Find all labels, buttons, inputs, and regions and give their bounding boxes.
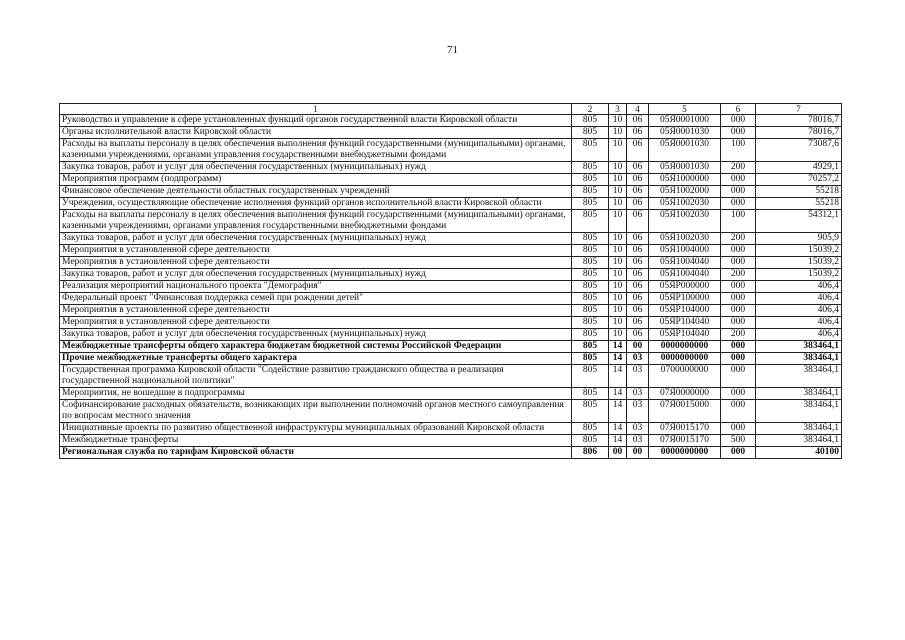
row-name-cell: Расходы на выплаты персоналу в целях обеспечения выполнения функций государственными (муниципальными) органами, казенными учреждениями, органами управления государственными внебюджетными фондами — [60, 210, 572, 233]
ministry-code-cell: 805 — [572, 186, 609, 198]
target-article-cell: 05Я0001030 — [649, 139, 721, 162]
table-row — [60, 257, 842, 269]
ministry-code-cell: 805 — [572, 115, 609, 127]
table-row — [60, 400, 842, 423]
row-name-cell: Мероприятия в установленной сфере деятельности — [60, 257, 572, 269]
expense-type-cell: 100 — [721, 139, 756, 162]
row-name-cell: Закупка товаров, работ и услуг для обеспечения государственных (муниципальных) нужд — [60, 329, 572, 341]
table-body — [60, 115, 842, 459]
amount-cell: 406,4 — [756, 305, 842, 317]
target-article-cell: 0000000000 — [649, 447, 721, 459]
header-row — [60, 104, 842, 115]
ministry-code-cell: 805 — [572, 388, 609, 400]
section-code-cell: 10 — [609, 269, 627, 281]
expense-type-cell: 000 — [721, 293, 756, 305]
section-code-cell: 10 — [609, 186, 627, 198]
row-name-cell: Органы исполнительной власти Кировской области — [60, 127, 572, 139]
amount-cell: 383464,1 — [756, 365, 842, 388]
header-cell: 2 — [572, 104, 609, 115]
amount-cell: 73087,6 — [756, 139, 842, 162]
subsection-code-cell: 06 — [627, 174, 649, 186]
amount-cell: 4929,1 — [756, 162, 842, 174]
target-article-cell: 05Я1002000 — [649, 186, 721, 198]
header-cell: 6 — [721, 104, 756, 115]
row-name-cell: Мероприятия программ (подпрограмм) — [60, 174, 572, 186]
table-row — [60, 139, 842, 162]
table-row — [60, 269, 842, 281]
table-row — [60, 317, 842, 329]
amount-cell: 905,9 — [756, 233, 842, 245]
ministry-code-cell: 805 — [572, 341, 609, 353]
target-article-cell: 05ЯР104000 — [649, 305, 721, 317]
amount-cell: 40100 — [756, 447, 842, 459]
row-name-cell: Учреждения, осуществляющие обеспечение исполнения функций органов исполнительной власти Кировской области — [60, 198, 572, 210]
table-row — [60, 210, 842, 233]
target-article-cell: 05ЯР100000 — [649, 293, 721, 305]
expense-type-cell: 200 — [721, 233, 756, 245]
target-article-cell: 05Я1004040 — [649, 257, 721, 269]
subsection-code-cell: 06 — [627, 127, 649, 139]
header-cell: 4 — [627, 104, 649, 115]
target-article-cell: 05ЯР104040 — [649, 329, 721, 341]
amount-cell: 406,4 — [756, 329, 842, 341]
subsection-code-cell: 06 — [627, 317, 649, 329]
table-row — [60, 281, 842, 293]
section-code-cell: 10 — [609, 329, 627, 341]
section-code-cell: 14 — [609, 423, 627, 435]
subsection-code-cell: 03 — [627, 353, 649, 365]
section-code-cell: 14 — [609, 435, 627, 447]
amount-cell: 15039,2 — [756, 257, 842, 269]
subsection-code-cell: 06 — [627, 198, 649, 210]
header-cell: 5 — [649, 104, 721, 115]
expense-type-cell: 000 — [721, 317, 756, 329]
amount-cell: 78016,7 — [756, 127, 842, 139]
section-code-cell: 10 — [609, 317, 627, 329]
subsection-code-cell: 06 — [627, 115, 649, 127]
row-name-cell: Софинансирование расходных обязательств, возникающих при выполнении полномочий органов местного самоуправления по вопросам местного значения — [60, 400, 572, 423]
section-code-cell: 10 — [609, 245, 627, 257]
expense-type-cell: 000 — [721, 198, 756, 210]
target-article-cell: 05ЯР104040 — [649, 317, 721, 329]
row-name-cell: Инициативные проекты по развитию общественной инфраструктуры муниципальных образований Кировской области — [60, 423, 572, 435]
expense-type-cell: 000 — [721, 174, 756, 186]
table-row — [60, 293, 842, 305]
section-code-cell: 00 — [609, 447, 627, 459]
row-name-cell: Финансовое обеспечение деятельности областных государственных учреждений — [60, 186, 572, 198]
table-row — [60, 245, 842, 257]
section-code-cell: 14 — [609, 341, 627, 353]
amount-cell: 383464,1 — [756, 423, 842, 435]
target-article-cell: 07Я0015170 — [649, 423, 721, 435]
ministry-code-cell: 805 — [572, 127, 609, 139]
section-code-cell: 10 — [609, 257, 627, 269]
expense-type-cell: 000 — [721, 400, 756, 423]
section-code-cell: 10 — [609, 293, 627, 305]
amount-cell: 383464,1 — [756, 388, 842, 400]
ministry-code-cell: 805 — [572, 174, 609, 186]
table-row — [60, 186, 842, 198]
table-row — [60, 423, 842, 435]
ministry-code-cell: 805 — [572, 139, 609, 162]
row-name-cell: Мероприятия, не вошедшие в подпрограммы — [60, 388, 572, 400]
row-name-cell: Государственная программа Кировской области "Содействие развитию гражданского общества и реализация государственной национальной политики" — [60, 365, 572, 388]
amount-cell: 15039,2 — [756, 269, 842, 281]
table-row — [60, 341, 842, 353]
ministry-code-cell: 805 — [572, 293, 609, 305]
subsection-code-cell: 06 — [627, 139, 649, 162]
amount-cell: 406,4 — [756, 293, 842, 305]
table-row — [60, 305, 842, 317]
target-article-cell: 05Я1002030 — [649, 198, 721, 210]
target-article-cell: 05Я1004040 — [649, 269, 721, 281]
amount-cell: 15039,2 — [756, 245, 842, 257]
expense-type-cell: 100 — [721, 210, 756, 233]
row-name-cell: Расходы на выплаты персоналу в целях обеспечения выполнения функций государственными (муниципальными) органами, казенными учреждениями, органами управления государственными внебюджетными фондами — [60, 139, 572, 162]
expense-type-cell: 500 — [721, 435, 756, 447]
amount-cell: 55218 — [756, 186, 842, 198]
amount-cell: 383464,1 — [756, 353, 842, 365]
amount-cell: 78016,7 — [756, 115, 842, 127]
row-name-cell: Закупка товаров, работ и услуг для обеспечения государственных (муниципальных) нужд — [60, 269, 572, 281]
ministry-code-cell: 805 — [572, 198, 609, 210]
section-code-cell: 10 — [609, 115, 627, 127]
page-number: 71 — [447, 44, 458, 56]
table-row — [60, 435, 842, 447]
target-article-cell: 05Я0001000 — [649, 115, 721, 127]
expense-type-cell: 200 — [721, 162, 756, 174]
expense-type-cell: 000 — [721, 186, 756, 198]
target-article-cell: 05Я1000000 — [649, 174, 721, 186]
header-cell: 7 — [756, 104, 842, 115]
ministry-code-cell: 805 — [572, 365, 609, 388]
subsection-code-cell: 06 — [627, 257, 649, 269]
table-row — [60, 353, 842, 365]
row-name-cell: Мероприятия в установленной сфере деятельности — [60, 305, 572, 317]
table-row — [60, 174, 842, 186]
section-code-cell: 10 — [609, 305, 627, 317]
subsection-code-cell: 06 — [627, 293, 649, 305]
row-name-cell: Закупка товаров, работ и услуг для обеспечения государственных (муниципальных) нужд — [60, 233, 572, 245]
section-code-cell: 14 — [609, 388, 627, 400]
table-row — [60, 127, 842, 139]
expense-type-cell: 000 — [721, 305, 756, 317]
section-code-cell: 10 — [609, 162, 627, 174]
amount-cell: 406,4 — [756, 317, 842, 329]
subsection-code-cell: 03 — [627, 435, 649, 447]
expense-type-cell: 200 — [721, 329, 756, 341]
table-row — [60, 388, 842, 400]
target-article-cell: 05Я0001030 — [649, 162, 721, 174]
ministry-code-cell: 805 — [572, 423, 609, 435]
table-row — [60, 447, 842, 459]
section-code-cell: 10 — [609, 139, 627, 162]
row-name-cell: Межбюджетные трансферты общего характера бюджетам бюджетной системы Российской Федерации — [60, 341, 572, 353]
ministry-code-cell: 805 — [572, 305, 609, 317]
section-code-cell: 14 — [609, 353, 627, 365]
expense-type-cell: 000 — [721, 115, 756, 127]
subsection-code-cell: 03 — [627, 365, 649, 388]
expense-type-cell: 000 — [721, 353, 756, 365]
table-row — [60, 365, 842, 388]
section-code-cell: 10 — [609, 281, 627, 293]
subsection-code-cell: 03 — [627, 400, 649, 423]
row-name-cell: Мероприятия в установленной сфере деятельности — [60, 317, 572, 329]
target-article-cell: 07Я0000000 — [649, 388, 721, 400]
subsection-code-cell: 06 — [627, 281, 649, 293]
ministry-code-cell: 805 — [572, 317, 609, 329]
target-article-cell: 05Я1002030 — [649, 233, 721, 245]
target-article-cell: 0700000000 — [649, 365, 721, 388]
expense-type-cell: 000 — [721, 281, 756, 293]
amount-cell: 55218 — [756, 198, 842, 210]
expense-type-cell: 000 — [721, 257, 756, 269]
row-name-cell: Руководство и управление в сфере установленных функций органов государственной власти Кировской области — [60, 115, 572, 127]
section-code-cell: 10 — [609, 174, 627, 186]
subsection-code-cell: 06 — [627, 233, 649, 245]
section-code-cell: 10 — [609, 198, 627, 210]
table-row — [60, 233, 842, 245]
amount-cell: 406,4 — [756, 281, 842, 293]
row-name-cell: Реализация мероприятий национального проекта "Демография" — [60, 281, 572, 293]
subsection-code-cell: 06 — [627, 269, 649, 281]
expense-type-cell: 000 — [721, 423, 756, 435]
section-code-cell: 14 — [609, 400, 627, 423]
target-article-cell: 07Я0015170 — [649, 435, 721, 447]
ministry-code-cell: 805 — [572, 162, 609, 174]
amount-cell: 70257,2 — [756, 174, 842, 186]
row-name-cell: Прочие межбюджетные трансферты общего характера — [60, 353, 572, 365]
section-code-cell: 10 — [609, 127, 627, 139]
section-code-cell: 10 — [609, 210, 627, 233]
subsection-code-cell: 06 — [627, 162, 649, 174]
expense-type-cell: 000 — [721, 245, 756, 257]
target-article-cell: 0000000000 — [649, 353, 721, 365]
target-article-cell: 07Я0015000 — [649, 400, 721, 423]
row-name-cell: Закупка товаров, работ и услуг для обеспечения государственных (муниципальных) нужд — [60, 162, 572, 174]
table-row — [60, 329, 842, 341]
expense-type-cell: 000 — [721, 365, 756, 388]
expense-type-cell: 000 — [721, 127, 756, 139]
subsection-code-cell: 06 — [627, 305, 649, 317]
table-row — [60, 198, 842, 210]
table-row — [60, 162, 842, 174]
expense-type-cell: 200 — [721, 269, 756, 281]
subsection-code-cell: 03 — [627, 388, 649, 400]
amount-cell: 54312,1 — [756, 210, 842, 233]
ministry-code-cell: 805 — [572, 435, 609, 447]
subsection-code-cell: 06 — [627, 329, 649, 341]
target-article-cell: 05Я1004000 — [649, 245, 721, 257]
header-cell: 3 — [609, 104, 627, 115]
target-article-cell: 05Я1002030 — [649, 210, 721, 233]
row-name-cell: Региональная служба по тарифам Кировской области — [60, 447, 572, 459]
subsection-code-cell: 06 — [627, 210, 649, 233]
target-article-cell: 0000000000 — [649, 341, 721, 353]
budget-table — [59, 103, 842, 459]
expense-type-cell: 000 — [721, 388, 756, 400]
row-name-cell: Федеральный проект "Финансовая поддержка семей при рождении детей" — [60, 293, 572, 305]
ministry-code-cell: 805 — [572, 245, 609, 257]
row-name-cell: Межбюджетные трансферты — [60, 435, 572, 447]
ministry-code-cell: 805 — [572, 257, 609, 269]
ministry-code-cell: 805 — [572, 210, 609, 233]
subsection-code-cell: 00 — [627, 341, 649, 353]
ministry-code-cell: 805 — [572, 329, 609, 341]
amount-cell: 383464,1 — [756, 341, 842, 353]
ministry-code-cell: 806 — [572, 447, 609, 459]
section-code-cell: 14 — [609, 365, 627, 388]
subsection-code-cell: 06 — [627, 186, 649, 198]
section-code-cell: 10 — [609, 233, 627, 245]
ministry-code-cell: 805 — [572, 233, 609, 245]
ministry-code-cell: 805 — [572, 353, 609, 365]
amount-cell: 383464,1 — [756, 400, 842, 423]
amount-cell: 383464,1 — [756, 435, 842, 447]
ministry-code-cell: 805 — [572, 269, 609, 281]
table-row — [60, 115, 842, 127]
expense-type-cell: 000 — [721, 447, 756, 459]
ministry-code-cell: 805 — [572, 281, 609, 293]
target-article-cell: 05Я0001030 — [649, 127, 721, 139]
expense-type-cell: 000 — [721, 341, 756, 353]
subsection-code-cell: 03 — [627, 423, 649, 435]
header-cell: 1 — [60, 104, 572, 115]
subsection-code-cell: 06 — [627, 245, 649, 257]
ministry-code-cell: 805 — [572, 400, 609, 423]
subsection-code-cell: 00 — [627, 447, 649, 459]
target-article-cell: 05ЯР000000 — [649, 281, 721, 293]
row-name-cell: Мероприятия в установленной сфере деятельности — [60, 245, 572, 257]
